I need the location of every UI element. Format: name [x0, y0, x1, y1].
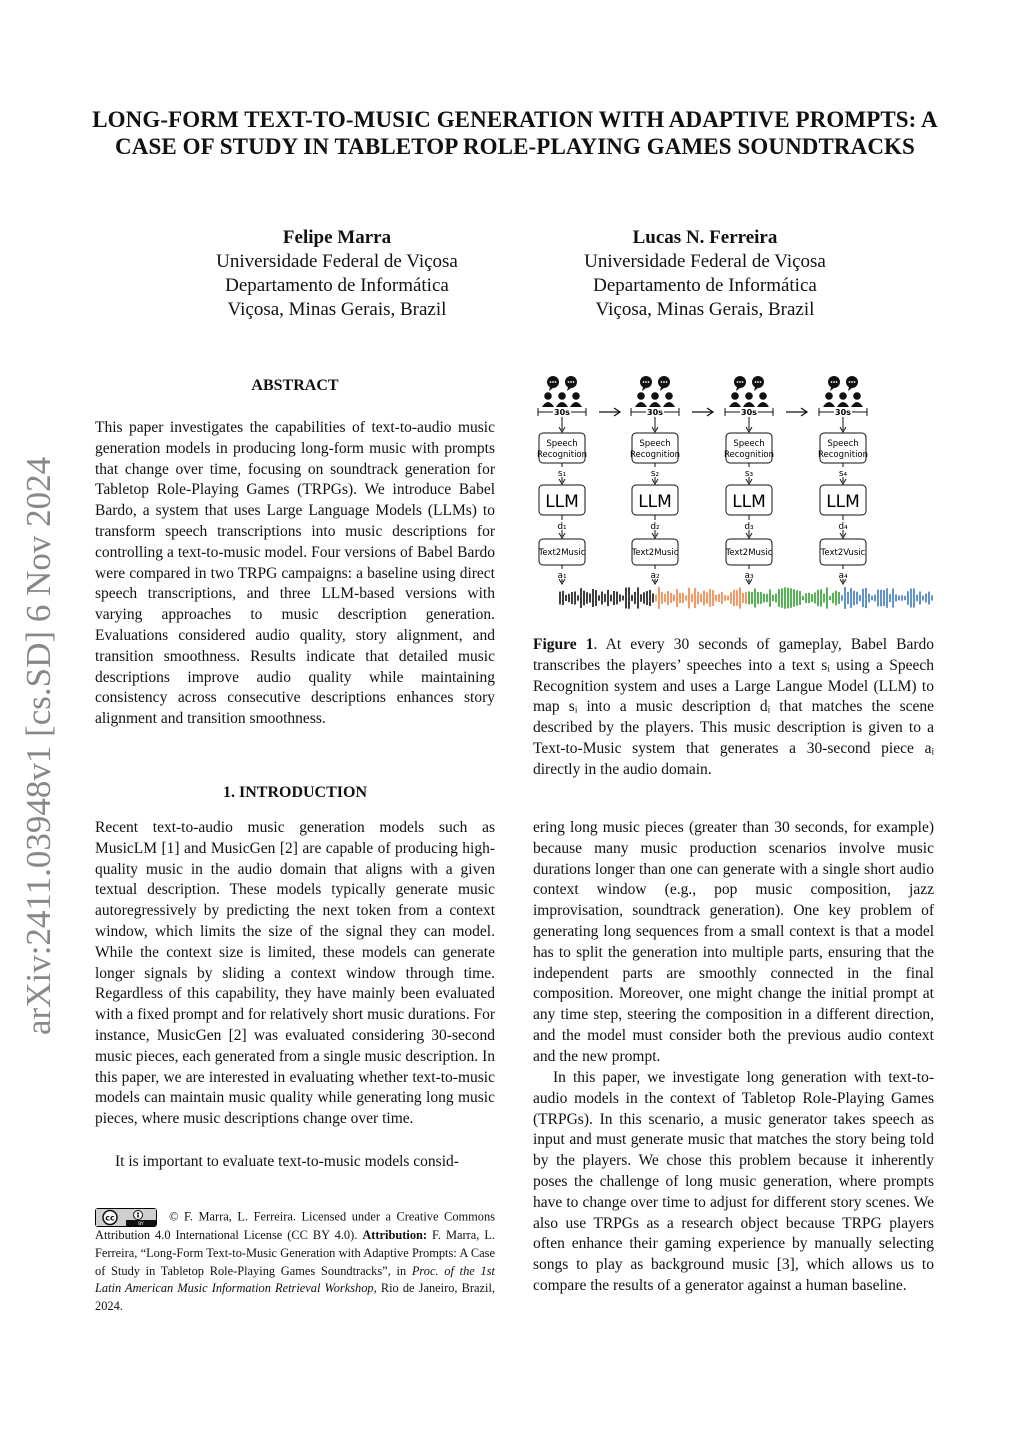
description-label: d₂: [650, 522, 660, 532]
description-label: d₃: [744, 522, 754, 532]
speech-text-label: s₁: [557, 469, 567, 479]
speech-text-label: s₄: [838, 469, 848, 479]
duration-label: 30s: [554, 408, 570, 417]
svg-text:Text2Vusic: Text2Vusic: [820, 548, 866, 558]
attribution-text: F. Marra, L. Ferreira, “Long-Form Text-to-Music Generation with Adaptive Prompts: A Case of Study in Tabletop Role-Playing Games Soundtracks”, in: [95, 1228, 496, 1278]
svg-text:Speech: Speech: [827, 439, 859, 449]
svg-text:LLM: LLM: [545, 492, 579, 512]
cc-license-icon: [95, 1208, 157, 1227]
svg-text:Speech: Speech: [639, 439, 671, 449]
pipeline-stage-3: [724, 376, 774, 584]
arxiv-side-label: arXiv:2411.03948v1 [cs.SD] 6 Nov 2024: [19, 456, 58, 1035]
license-text: © F. Marra, L. Ferreira. Licensed under a Creative Commons Attribution 4.0 International License (CC BY 4.0).: [95, 1209, 495, 1242]
right-paragraph-2: In this paper, we investigate long generation with text-to-audio models in the context of Tabletop Role-Playing Games (TRPGs). In this scenario, a music generator takes speech as input and must generate music that matches the story being told by the players. We chose this problem because it inherently poses the challenge of long music generation, where prompts have to change over time to adjust for different story scenes. We also use TRPGs as a research object because TRPG players often enhance their gaming experience by manually selecting songs to play as background music [3], which allows us to compare the results of a generator against a human baseline.: [533, 1069, 934, 1294]
venue-text: Proc. of the 1st Latin American Music Information Retrieval Workshop,: [95, 1263, 495, 1296]
audio-label: a₂: [650, 571, 660, 581]
svg-text:Text2Music: Text2Music: [631, 548, 679, 558]
intro-paragraph-1: Recent text-to-audio music generation models such as MusicLM [1] and MusicGen [2] are capable of producing high-quality music in the audio domain that aligns with a given textual description. These models typically generate music autoregressively by predicting the next token from a context window, which limits the size of the signal they can model. While the context size is limited, these models can generate longer signals by sliding a context window through time. Regardless of this capability, they have mainly been evaluated with a fixed prompt and for relatively short music durations. For instance, MusicGen [2] was evaluated considering 30-second music pieces, each generated from a single music description. In this paper, we are interested in evaluating whether text-to-music models can maintain music quality while generating long music pieces, where music descriptions change over time.: [95, 819, 495, 1128]
svg-text:Recognition: Recognition: [817, 450, 869, 460]
svg-text:Recognition: Recognition: [536, 450, 588, 460]
speech-text-label: s₂: [650, 469, 660, 479]
location-year: Rio de Janeiro, Brazil, 2024.: [95, 1281, 495, 1314]
duration-label: 30s: [647, 408, 663, 417]
time-arrow-2: [692, 408, 713, 416]
description-label: d₁: [557, 522, 567, 532]
figure-1-diagram: [530, 370, 940, 620]
caption-text: . At every 30 seconds of gameplay, Babel Bardo transcribes the players’ speeches into a text sᵢ using a Speech Recognition system and uses a Large Langue Model (LLM) to map sᵢ into a music description dᵢ that matches the scene described by the players. This music description is given to a Text-to-Music system that generates a 30-second piece aᵢ directly in the audio domain.: [533, 636, 934, 778]
author-location: Viçosa, Minas Gerais, Brazil: [595, 299, 815, 320]
svg-text:LLM: LLM: [732, 492, 766, 512]
players-icon: [542, 376, 582, 407]
pipeline-stage-2: [630, 376, 680, 584]
author-department: Departamento de Informática: [225, 275, 449, 296]
abstract-text: This paper investigates the capabilities of text-to-audio music generation models in producing long-form music with prompts that change over time, focusing on soundtrack generation for Tabletop Role-Playing Games (TRPGs). We introduce Babel Bardo, a system that uses Large Language Models (LLMs) to transform speech transcriptions into music descriptions for controlling a text-to-music model. Four versions of Babel Bardo were compared in two TRPG campaigns: a baseline using direct speech transcriptions, and three LLM-based versions with varying approaches to music description generation. Evaluations considered audio quality, story alignment, and transition smoothness. Results indicate that detailed music descriptions improve audio quality while maintaining consistency across consecutive descriptions enhances story alignment and transition smoothness.: [95, 419, 495, 728]
svg-text:Recognition: Recognition: [723, 450, 775, 460]
svg-text:Recognition: Recognition: [629, 450, 681, 460]
svg-text:LLM: LLM: [638, 492, 672, 512]
duration-label: 30s: [741, 408, 757, 417]
figure-caption: [533, 635, 934, 781]
svg-text:cc: cc: [105, 1213, 115, 1223]
pipeline-stage-4: [818, 376, 868, 584]
description-label: d₄: [838, 522, 848, 532]
svg-text:Speech: Speech: [546, 439, 578, 449]
players-icon: [729, 376, 769, 407]
author-block-1: [167, 226, 507, 322]
svg-text:LLM: LLM: [826, 492, 860, 512]
audio-label: a₁: [557, 571, 567, 581]
author-block-2: [535, 226, 875, 322]
svg-text:Text2Music: Text2Music: [725, 548, 773, 558]
pipeline-stage-1: [537, 376, 587, 584]
author-affiliation: Universidade Federal de Viçosa: [584, 251, 826, 272]
abstract-heading: ABSTRACT: [251, 377, 339, 394]
svg-text:BY: BY: [138, 1222, 144, 1226]
time-arrow-3: [786, 408, 807, 416]
license-footnote: [95, 1208, 495, 1316]
audio-waveform: [560, 587, 932, 609]
duration-label: 30s: [835, 408, 851, 417]
time-arrow-1: [599, 408, 620, 416]
audio-label: a₃: [744, 571, 754, 581]
svg-text:Text2Music: Text2Music: [538, 548, 586, 558]
attribution-label: Attribution:: [362, 1228, 428, 1242]
author-affiliation: Universidade Federal de Viçosa: [216, 251, 458, 272]
author-location: Viçosa, Minas Gerais, Brazil: [227, 299, 447, 320]
introduction-heading: 1. INTRODUCTION: [222, 784, 367, 801]
author-name: Felipe Marra: [282, 227, 392, 248]
right-paragraph-1: ering long music pieces (greater than 30 seconds, for example) because many music production scenarios involve music durations longer than one can generate with a single short audio context window (e.g., pop music composition, jazz improvisation, soundtrack generation). One key problem of generating long sequences from a small context is that a model has to split the generation into multiple parts, ensuring that the independent parts are smoothly connected in the final composition. Moreover, one might change the initial prompt at any time step, steering the composition in a different direction, and the model must consider both the previous audio context and the new prompt.: [533, 819, 934, 1065]
svg-text:Speech: Speech: [733, 439, 765, 449]
speech-text-label: s₃: [744, 469, 754, 479]
players-icon: [823, 376, 863, 407]
author-department: Departamento de Informática: [593, 275, 817, 296]
paper-title: LONG-FORM TEXT-TO-MUSIC GENERATION WITH ADAPTIVE PROMPTS: A CASE OF STUDY IN TABLETOP ROLE-PLAYING GAMES SOUNDTRACKS: [92, 107, 938, 159]
audio-label: a₄: [838, 571, 848, 581]
players-icon: [635, 376, 675, 407]
caption-label: Figure 1: [533, 636, 594, 653]
author-name: Lucas N. Ferreira: [632, 227, 778, 248]
intro-paragraph-2: It is important to evaluate text-to-music models consid-: [115, 1153, 459, 1170]
